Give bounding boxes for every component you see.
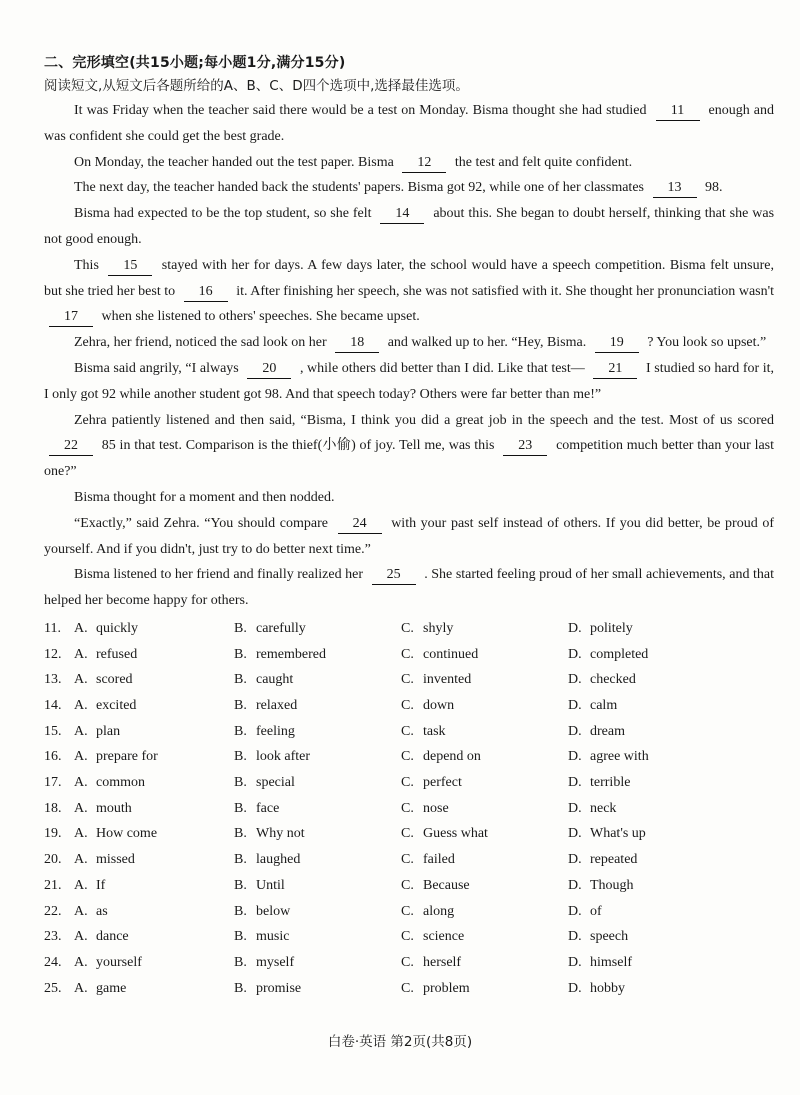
passage-text: The next day, the teacher handed back the students' papers. Bisma got 92, while one of her classmates (74, 180, 644, 196)
option-b[interactable] (234, 924, 401, 950)
option-row-23 (44, 924, 774, 950)
option-letter: D. (568, 620, 582, 636)
option-b[interactable] (234, 642, 401, 668)
blank-18[interactable]: 18 (335, 334, 379, 353)
option-text: carefully (256, 620, 306, 636)
option-row-14 (44, 693, 774, 719)
option-letter: D. (568, 852, 582, 868)
option-letter: D. (568, 698, 582, 713)
passage-text: Bisma said angrily, “I always (74, 360, 239, 376)
passage-text: , while others did better than I did. Like that test— (299, 360, 585, 376)
passage-paragraph (44, 175, 774, 201)
option-row-17 (44, 770, 774, 796)
blank-20[interactable]: 20 (247, 360, 291, 379)
question-number: 24. (44, 954, 62, 970)
section-title: 二、完形填空(共15小题;每小题1分,满分15分) (44, 55, 346, 71)
option-a[interactable] (74, 667, 234, 693)
option-text: feeling (256, 723, 295, 739)
passage-text: when she listened to others' speeches. She became upset. (101, 309, 420, 325)
option-text: continued (423, 646, 479, 662)
option-text: How come (96, 826, 158, 842)
option-text: terrible (590, 775, 631, 791)
option-text: along (423, 903, 455, 919)
passage-paragraph (44, 356, 774, 408)
option-letter: D. (568, 903, 582, 919)
option-row-16 (44, 744, 774, 770)
instruction-text: 阅读短文,从短文后各题所给的A、B、C、D四个选项中,选择最佳选项。 (44, 78, 469, 94)
option-row-15 (44, 719, 774, 745)
passage-text: Bisma had expected to be the top student, so she felt (74, 206, 372, 222)
option-d[interactable] (568, 950, 738, 976)
option-row-19 (44, 821, 774, 847)
option-c[interactable] (401, 667, 568, 693)
option-letter: D. (568, 826, 582, 842)
blank-16[interactable]: 16 (184, 283, 228, 302)
option-d[interactable] (568, 976, 738, 1002)
option-letter: C. (401, 800, 414, 816)
passage-text: It was Friday when the teacher said there would be a test on Monday. Bisma thought she had studied (74, 103, 647, 118)
option-text: If (96, 877, 106, 893)
option-text: yourself (96, 954, 142, 970)
option-text: completed (590, 646, 649, 662)
option-b[interactable] (234, 821, 401, 847)
option-text: quickly (96, 620, 138, 636)
option-d[interactable] (568, 796, 738, 822)
option-a[interactable] (74, 976, 234, 1002)
option-text: Though (590, 877, 634, 893)
option-c[interactable] (401, 950, 568, 976)
option-c[interactable] (401, 899, 568, 925)
option-letter: B. (234, 672, 247, 688)
option-text: special (256, 775, 295, 791)
option-letter: A. (74, 903, 88, 919)
passage-text: competition much better than your last one?” (44, 438, 775, 480)
blank-14[interactable]: 14 (380, 205, 424, 224)
option-letter: A. (74, 672, 88, 688)
options-list (44, 616, 774, 1001)
option-text: game (96, 980, 127, 996)
option-text: What's up (590, 826, 646, 842)
option-text: remembered (256, 646, 326, 662)
passage-text: and walked up to her. “Hey, Bisma. (387, 335, 587, 351)
option-a[interactable] (74, 642, 234, 668)
option-text: as (96, 903, 108, 919)
option-text: music (256, 929, 290, 945)
option-a[interactable] (74, 899, 234, 925)
option-a[interactable] (74, 950, 234, 976)
option-letter: D. (568, 954, 582, 970)
option-b[interactable] (234, 873, 401, 899)
passage-text: Bisma listened to her friend and finally realized her (74, 567, 364, 583)
passage-text: On Monday, the teacher handed out the test paper. Bisma (74, 154, 394, 170)
option-text: myself (256, 954, 295, 970)
option-text: refused (96, 646, 138, 662)
option-letter: C. (401, 954, 414, 970)
option-text: Why not (256, 826, 305, 842)
option-letter: C. (401, 929, 414, 945)
option-d[interactable] (568, 744, 738, 770)
blank-21[interactable]: 21 (593, 360, 637, 379)
option-row-21 (44, 873, 774, 899)
option-text: down (423, 698, 455, 713)
option-letter: B. (234, 723, 247, 739)
option-text: of (590, 903, 602, 919)
option-text: dance (96, 929, 129, 945)
passage-text: 85 in that test. Comparison is the thief(小偷) of joy. Tell me, was this (101, 438, 495, 454)
option-text: promise (256, 980, 302, 996)
option-b[interactable] (234, 693, 401, 719)
passage-text: it. After finishing her speech, she was not satisfied with it. She thought her pronunciation wasn't (236, 283, 775, 299)
option-letter: C. (401, 852, 414, 868)
option-letter: D. (568, 800, 582, 816)
option-letter: D. (568, 980, 582, 996)
question-number: 19. (44, 826, 62, 842)
option-letter: B. (234, 980, 247, 996)
passage-text: This (74, 257, 99, 273)
option-letter: D. (568, 775, 582, 791)
option-letter: C. (401, 672, 414, 688)
passage-text: with your past self instead of others. If you did better, be proud of yourself. And if you didn't, just try to do better next time.” (44, 515, 774, 557)
blank-22[interactable]: 22 (49, 437, 93, 456)
passage-paragraph (44, 485, 774, 511)
cloze-passage (44, 98, 774, 614)
option-letter: A. (74, 800, 88, 816)
option-letter: A. (74, 954, 88, 970)
option-a[interactable] (74, 770, 234, 796)
option-d[interactable] (568, 847, 738, 873)
blank-24[interactable]: 24 (338, 515, 382, 534)
exam-page (44, 52, 774, 1001)
blank-11[interactable]: 11 (656, 102, 700, 121)
option-a[interactable] (74, 847, 234, 873)
passage-paragraph (44, 98, 774, 150)
passage-paragraph (44, 330, 774, 356)
option-text: Because (423, 877, 470, 893)
passage-text: the test and felt quite confident. (454, 154, 633, 170)
option-text: neck (590, 800, 617, 816)
option-letter: A. (74, 852, 88, 868)
option-text: calm (590, 698, 618, 713)
option-text: laughed (256, 852, 301, 868)
option-b[interactable] (234, 976, 401, 1002)
option-text: Guess what (423, 826, 488, 842)
option-a[interactable] (74, 693, 234, 719)
question-number: 11. (44, 620, 61, 636)
option-text: shyly (423, 620, 454, 636)
option-text: look after (256, 749, 311, 765)
option-text: common (96, 775, 145, 791)
passage-text: about this. She began to doubt herself, thinking that she was not good enough. (44, 206, 775, 247)
option-letter: B. (234, 800, 247, 816)
option-text: herself (423, 954, 462, 970)
option-c[interactable] (401, 821, 568, 847)
option-letter: B. (234, 749, 247, 765)
option-letter: C. (401, 980, 414, 996)
option-c[interactable] (401, 976, 568, 1002)
option-d[interactable] (568, 873, 738, 899)
option-letter: A. (74, 646, 88, 662)
option-letter: B. (234, 620, 247, 636)
option-letter: C. (401, 646, 414, 662)
passage-text: 98. (705, 180, 723, 196)
option-c[interactable] (401, 693, 568, 719)
option-row-24 (44, 950, 774, 976)
option-a[interactable] (74, 796, 234, 822)
option-text: prepare for (96, 749, 158, 765)
option-b[interactable] (234, 770, 401, 796)
option-letter: A. (74, 877, 88, 893)
option-text: task (423, 723, 446, 739)
option-d[interactable] (568, 770, 738, 796)
option-row-11 (44, 616, 774, 642)
option-b[interactable] (234, 796, 401, 822)
question-number: 18. (44, 800, 62, 816)
blank-19[interactable]: 19 (595, 334, 639, 353)
option-letter: B. (234, 929, 247, 945)
question-number: 17. (44, 775, 62, 791)
option-b[interactable] (234, 616, 401, 642)
option-letter: B. (234, 877, 247, 893)
option-text: speech (590, 929, 629, 945)
option-letter: B. (234, 698, 247, 713)
blank-23[interactable]: 23 (503, 437, 547, 456)
option-letter: D. (568, 672, 582, 688)
option-b[interactable] (234, 899, 401, 925)
passage-text: stayed with her for days. A few days later, the school would have a speech competition. Bisma felt unsure, but she tried her best to (44, 257, 775, 299)
passage-paragraph (44, 511, 774, 563)
passage-paragraph (44, 253, 774, 330)
option-text: depend on (423, 749, 481, 765)
option-c[interactable] (401, 744, 568, 770)
option-text: problem (423, 980, 470, 996)
option-text: face (256, 800, 280, 816)
option-text: invented (423, 672, 472, 688)
option-letter: B. (234, 826, 247, 842)
question-number: 15. (44, 723, 62, 739)
option-letter: C. (401, 723, 414, 739)
question-number: 13. (44, 672, 62, 688)
option-c[interactable] (401, 924, 568, 950)
question-number: 20. (44, 852, 62, 868)
option-letter: C. (401, 775, 414, 791)
option-letter: D. (568, 646, 582, 662)
option-text: politely (590, 620, 633, 636)
option-row-20 (44, 847, 774, 873)
question-number: 14. (44, 698, 62, 713)
option-letter: B. (234, 903, 247, 919)
passage-text: Zehra patiently listened and then said, “Bisma, I think you did a great job in the speech and the test. Most of us scored (74, 412, 774, 428)
option-letter: C. (401, 620, 414, 636)
blank-12[interactable]: 12 (402, 154, 446, 173)
option-row-22 (44, 899, 774, 925)
option-row-18 (44, 796, 774, 822)
passage-text: “Exactly,” said Zehra. “You should compare (74, 515, 328, 531)
option-letter: A. (74, 980, 88, 996)
option-a[interactable] (74, 719, 234, 745)
option-letter: B. (234, 954, 247, 970)
option-text: mouth (96, 800, 132, 816)
option-b[interactable] (234, 744, 401, 770)
option-c[interactable] (401, 642, 568, 668)
option-text: dream (590, 723, 625, 739)
option-letter: C. (401, 903, 414, 919)
option-letter: A. (74, 929, 88, 945)
option-text: himself (590, 954, 632, 970)
blank-13[interactable]: 13 (653, 179, 697, 198)
option-text: Until (256, 877, 285, 893)
option-letter: D. (568, 723, 582, 739)
option-text: agree with (590, 749, 649, 765)
option-d[interactable] (568, 642, 738, 668)
option-letter: D. (568, 929, 582, 945)
option-letter: B. (234, 852, 247, 868)
option-c[interactable] (401, 719, 568, 745)
option-letter: A. (74, 723, 88, 739)
option-d[interactable] (568, 667, 738, 693)
passage-paragraph (44, 562, 774, 614)
option-a[interactable] (74, 924, 234, 950)
option-text: perfect (423, 775, 462, 791)
option-b[interactable] (234, 667, 401, 693)
option-text: caught (256, 672, 294, 688)
option-text: nose (423, 800, 449, 816)
passage-text: ? You look so upset.” (647, 335, 767, 351)
option-text: missed (96, 852, 135, 868)
option-text: checked (590, 672, 636, 688)
option-text: failed (423, 852, 455, 868)
option-letter: C. (401, 749, 414, 765)
option-c[interactable] (401, 616, 568, 642)
option-letter: A. (74, 620, 88, 636)
option-letter: A. (74, 698, 88, 713)
passage-paragraph (44, 408, 774, 485)
option-letter: A. (74, 775, 88, 791)
passage-text: I studied so hard for it, I only got 92 while another student got 98. And that speech today? Others were far better than me!” (44, 360, 775, 402)
option-letter: B. (234, 646, 247, 662)
question-number: 25. (44, 980, 62, 996)
option-text: below (256, 903, 291, 919)
option-a[interactable] (74, 616, 234, 642)
question-number: 12. (44, 646, 62, 662)
option-letter: C. (401, 698, 414, 713)
option-a[interactable] (74, 744, 234, 770)
passage-paragraph (44, 150, 774, 176)
blank-15[interactable]: 15 (108, 257, 152, 276)
passage-paragraph (44, 201, 774, 253)
option-text: plan (96, 723, 121, 739)
option-d[interactable] (568, 719, 738, 745)
option-text: repeated (590, 852, 638, 868)
page-footer: 白卷·英语 第2页(共8页) (327, 1034, 473, 1050)
option-letter: C. (401, 877, 414, 893)
option-letter: A. (74, 826, 88, 842)
option-a[interactable] (74, 821, 234, 847)
option-letter: B. (234, 775, 247, 791)
option-d[interactable] (568, 899, 738, 925)
passage-text: Bisma thought for a moment and then nodded. (74, 489, 335, 505)
option-b[interactable] (234, 719, 401, 745)
option-row-12 (44, 642, 774, 668)
option-b[interactable] (234, 847, 401, 873)
blank-17[interactable]: 17 (49, 308, 93, 327)
passage-text: . She started feeling proud of her small achievements, and that helped her become happy for others. (44, 567, 775, 609)
option-d[interactable] (568, 616, 738, 642)
option-letter: D. (568, 749, 582, 765)
option-c[interactable] (401, 873, 568, 899)
option-text: relaxed (256, 698, 298, 713)
option-letter: C. (401, 826, 414, 842)
option-row-13 (44, 667, 774, 693)
option-b[interactable] (234, 950, 401, 976)
question-number: 16. (44, 749, 62, 765)
option-text: excited (96, 698, 137, 713)
option-c[interactable] (401, 796, 568, 822)
option-a[interactable] (74, 873, 234, 899)
passage-text: enough and was confident she could get the best grade. (44, 103, 774, 144)
option-text: hobby (590, 980, 625, 996)
option-d[interactable] (568, 693, 738, 719)
passage-text: Zehra, her friend, noticed the sad look on her (74, 335, 327, 351)
question-number: 21. (44, 877, 62, 893)
blank-25[interactable]: 25 (372, 566, 416, 585)
question-number: 22. (44, 903, 62, 919)
option-row-25 (44, 976, 774, 1002)
option-letter: D. (568, 877, 582, 893)
option-d[interactable] (568, 821, 738, 847)
option-d[interactable] (568, 924, 738, 950)
option-text: scored (96, 672, 133, 688)
option-letter: A. (74, 749, 88, 765)
option-c[interactable] (401, 770, 568, 796)
option-text: science (423, 929, 465, 945)
question-number: 23. (44, 929, 62, 945)
option-c[interactable] (401, 847, 568, 873)
